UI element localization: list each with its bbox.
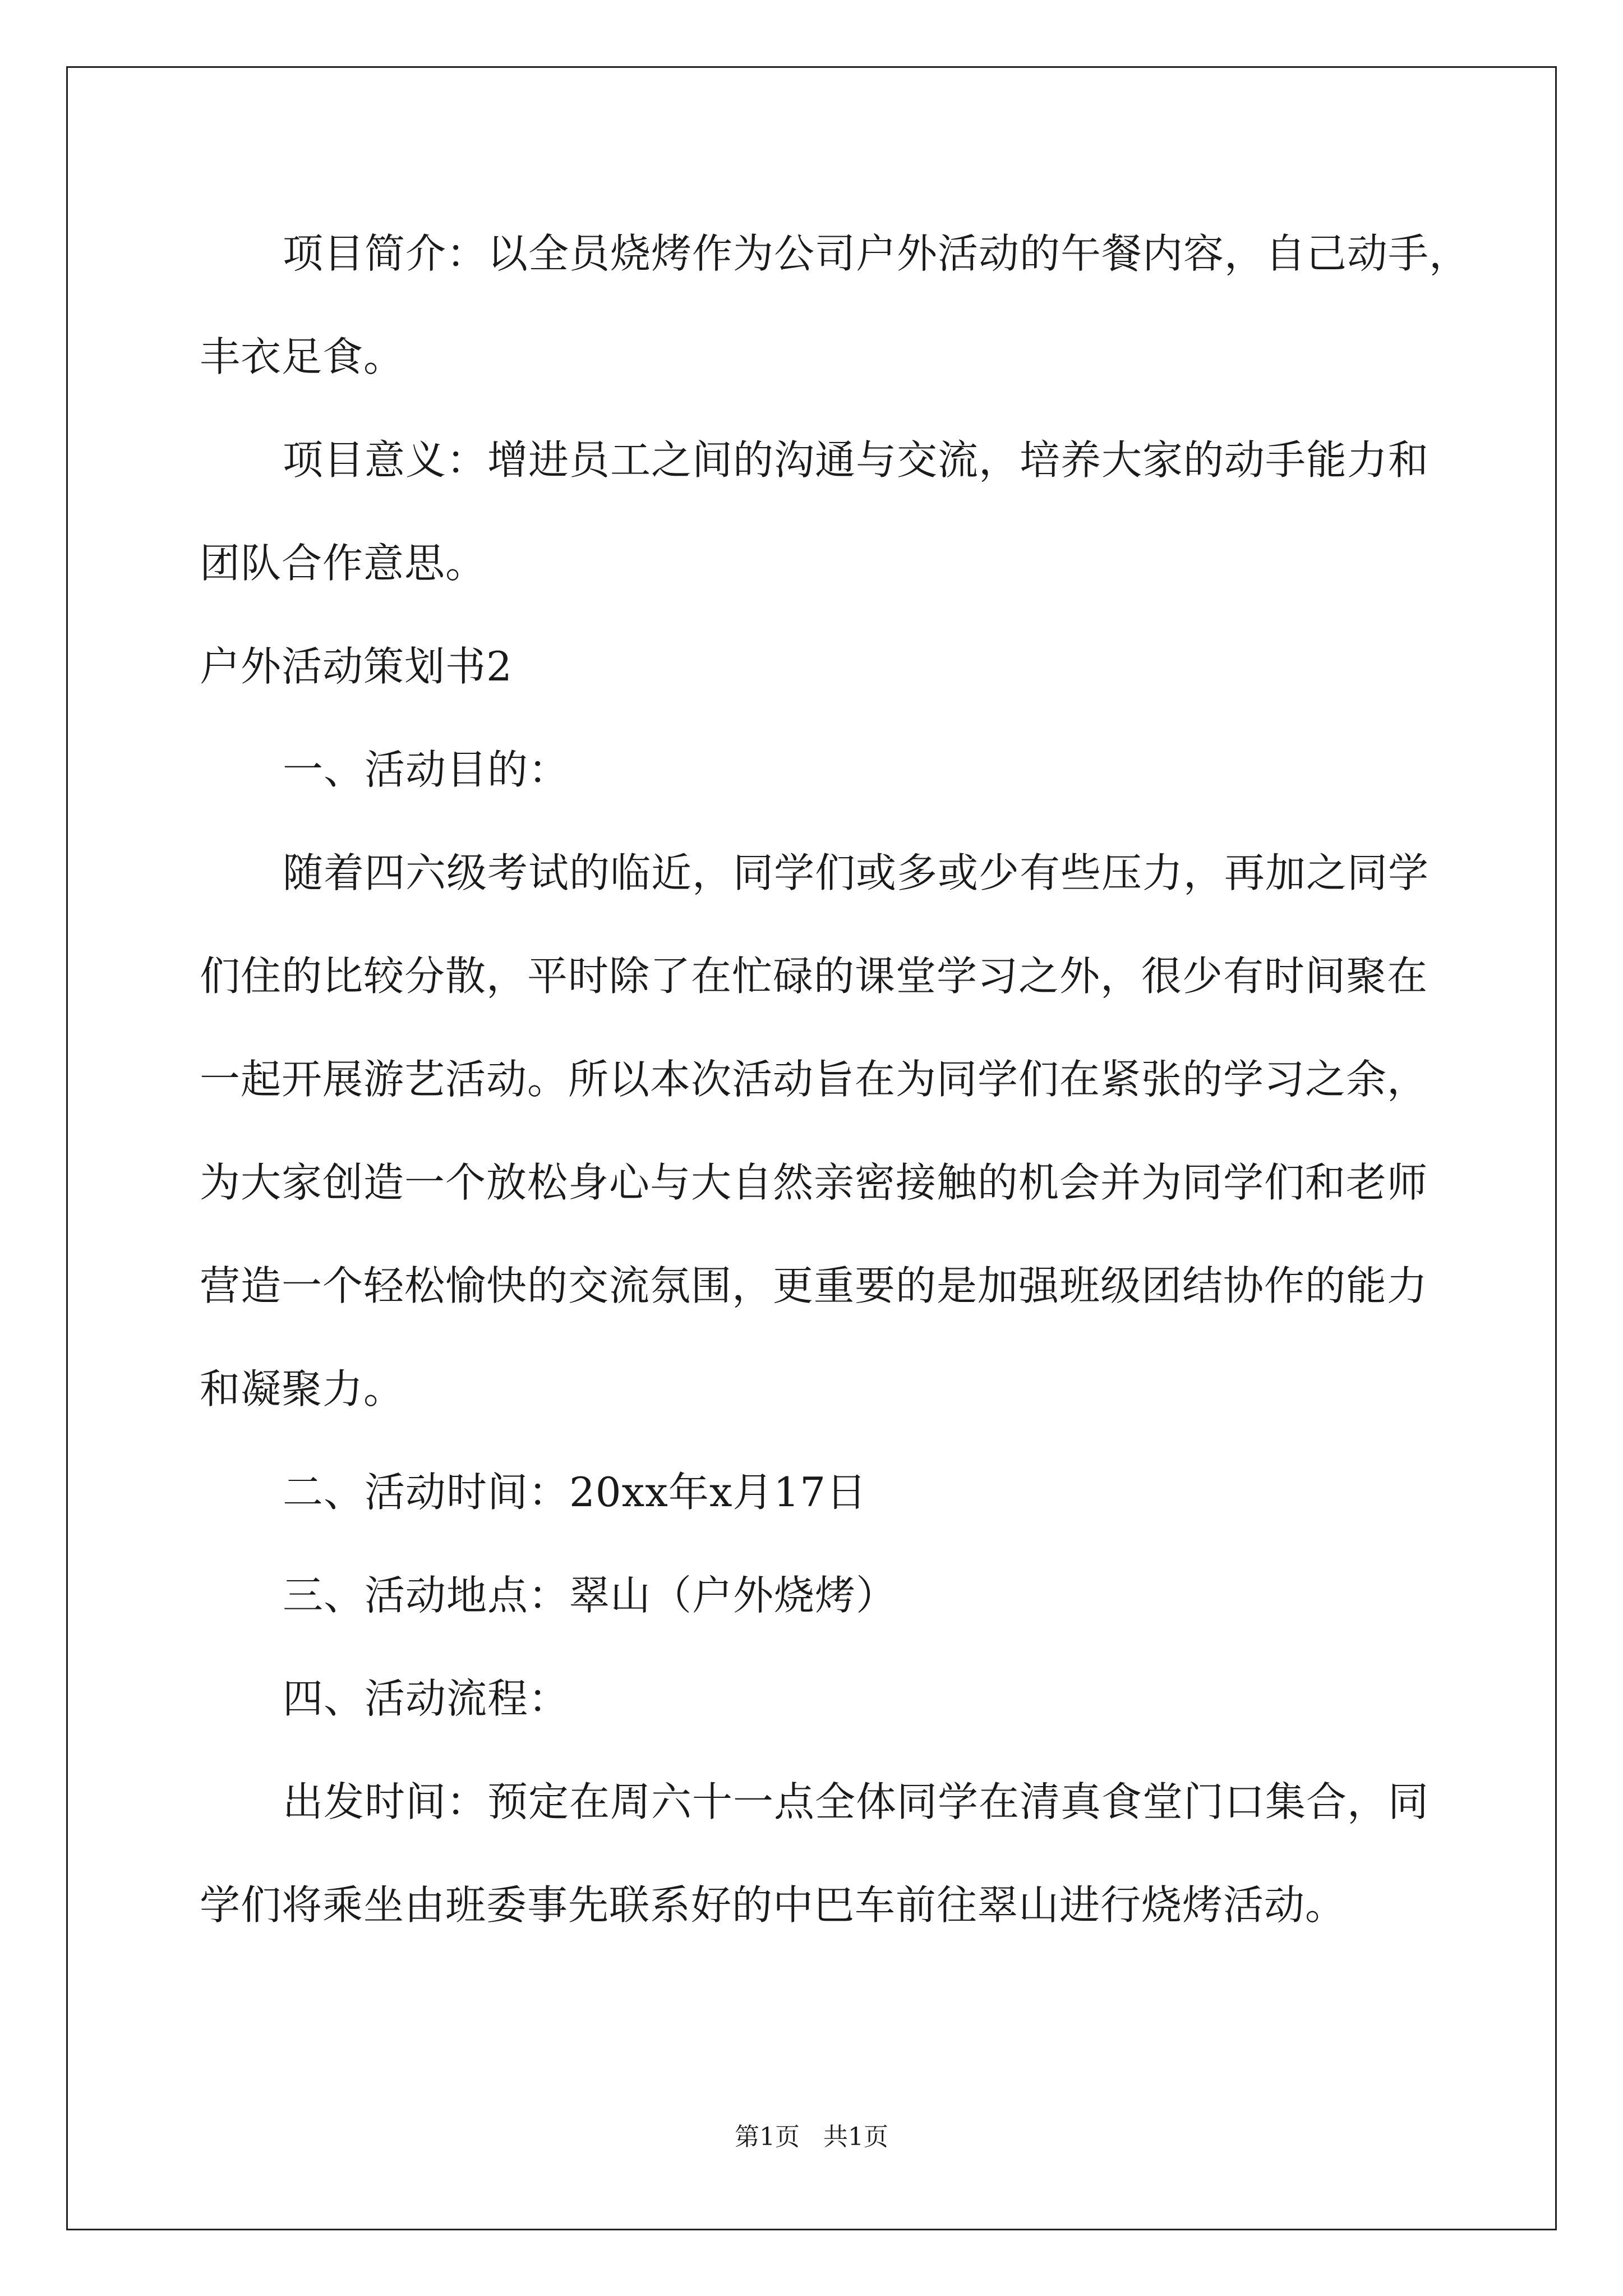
departure-line-1: 出发时间：预定在周六十一点全体同学在清真食堂门口集合，同 (283, 1778, 1430, 1825)
purpose-line-4: 为大家创造一个放松身心与大自然亲密接触的机会并为同学们和老师 (200, 1159, 1428, 1206)
paragraph-intro-line-2: 丰衣足食。 (200, 333, 405, 380)
purpose-line-1: 随着四六级考试的临近，同学们或多或少有些压力，再加之同学 (283, 849, 1430, 896)
purpose-line-6: 和凝聚力。 (200, 1365, 405, 1412)
departure-line-2: 学们将乘坐由班委事先联系好的中巴车前往翠山进行烧烤活动。 (200, 1881, 1347, 1929)
page-footer: 第1页 共1页 (735, 2123, 888, 2151)
purpose-heading: 一、活动目的： (283, 746, 570, 793)
time-line: 二、活动时间：20xx年x月17日 (283, 1469, 868, 1516)
paragraph-meaning-line-1: 项目意义：增进员工之间的沟通与交流，培养大家的动手能力和 (283, 436, 1430, 484)
paragraph-meaning-line-2: 团队合作意思。 (200, 540, 487, 587)
location-line: 三、活动地点：翠山（户外烧烤） (283, 1572, 897, 1619)
paragraph-intro-line-1: 项目简介：以全员烧烤作为公司户外活动的午餐内容，自己动手， (283, 230, 1470, 277)
section-heading: 户外活动策划书2 (200, 643, 513, 690)
purpose-line-2: 们住的比较分散，平时除了在忙碌的课堂学习之外，很少有时间聚在 (200, 953, 1428, 1000)
process-heading: 四、活动流程： (283, 1675, 570, 1722)
purpose-line-3: 一起开展游艺活动。所以本次活动旨在为同学们在紧张的学习之余， (200, 1056, 1428, 1103)
purpose-line-5: 营造一个轻松愉快的交流氛围，更重要的是加强班级团结协作的能力 (200, 1262, 1428, 1309)
